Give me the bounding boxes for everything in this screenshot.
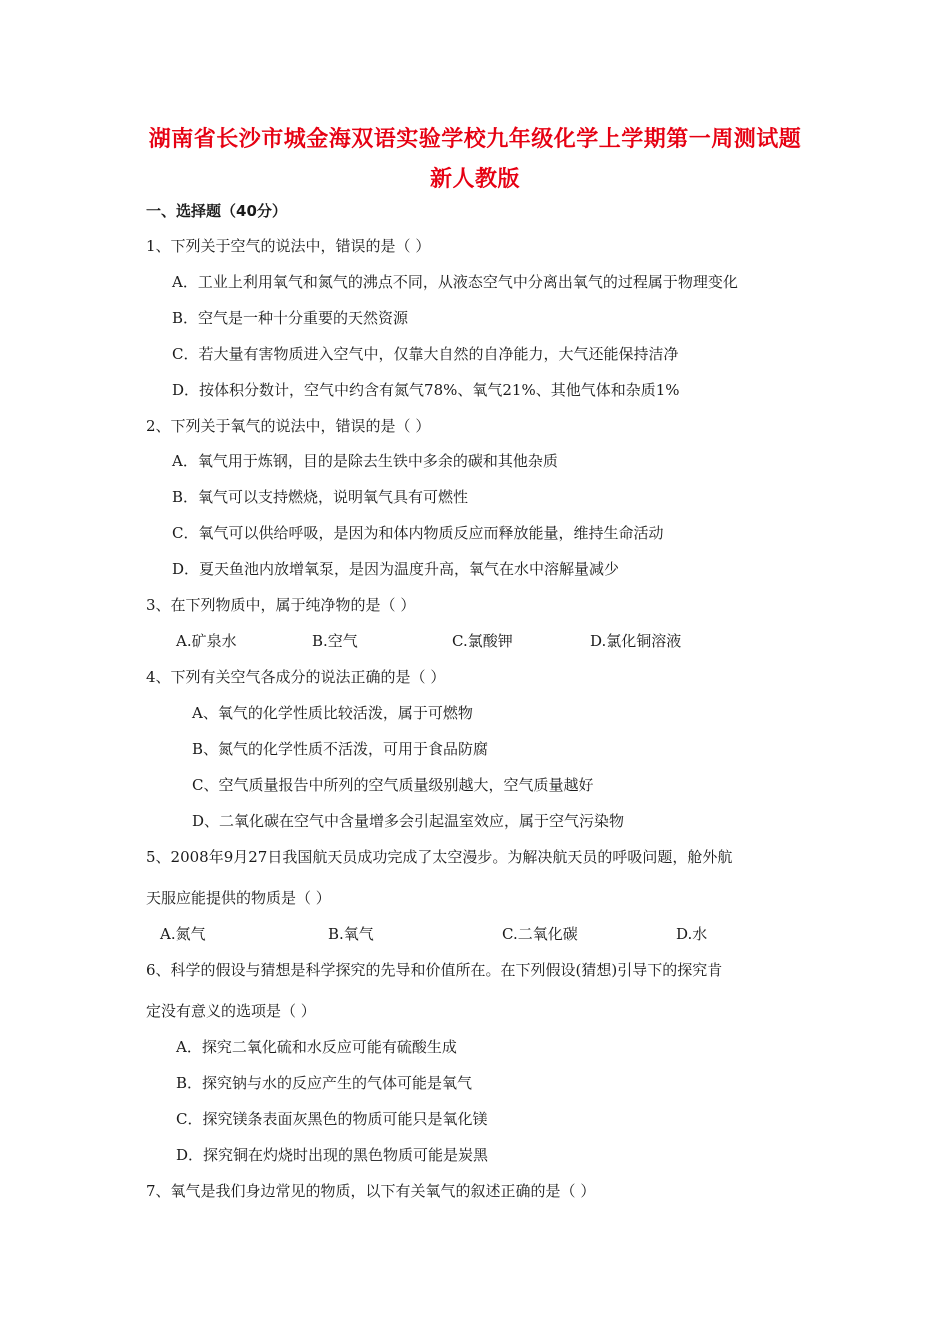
q3-option-c: C.氯酸钾 (452, 632, 513, 650)
q3-option-b: B.空气 (312, 632, 358, 650)
q6-option-d: D．探究铜在灼烧时出现的黑色物质可能是炭黑 (176, 1146, 489, 1164)
q1-option-d: D．按体积分数计，空气中约含有氮气78%、氧气21%、其他气体和杂质1% (172, 381, 680, 399)
document-title-line2: 新人教版 (429, 167, 520, 192)
q3-stem: 3、在下列物质中，属于纯净物的是（ ） (146, 596, 416, 614)
q3-option-d: D.氯化铜溶液 (590, 632, 682, 650)
q6-option-c: C．探究镁条表面灰黑色的物质可能只是氧化镁 (176, 1110, 488, 1128)
q4-stem: 4、下列有关空气各成分的说法正确的是（ ） (146, 668, 446, 686)
document-title-line1: 湖南省长沙市城金海双语实验学校九年级化学上学期第一周测试题 (148, 127, 802, 152)
q1-stem: 1、下列关于空气的说法中，错误的是（ ） (146, 237, 431, 255)
q6-option-a: A．探究二氧化硫和水反应可能有硫酸生成 (176, 1038, 457, 1056)
q7-stem: 7、氧气是我们身边常见的物质，以下有关氧气的叙述正确的是（ ） (146, 1182, 596, 1200)
q1-option-c: C．若大量有害物质进入空气中，仅靠大自然的自净能力，大气还能保持洁净 (172, 345, 679, 363)
q5-option-a: A.氮气 (160, 925, 206, 943)
q5-stem-line2: 天服应能提供的物质是（ ） (146, 889, 331, 907)
q5-stem-line1: 5、2008年9月27日我国航天员成功完成了太空漫步。为解决航天员的呼吸问题，舱外航 (146, 848, 733, 866)
q6-stem-line1: 6、科学的假设与猜想是科学探究的先导和价值所在。在下列假设(猜想)引导下的探究肯 (146, 961, 723, 979)
q1-option-a: A．工业上利用氧气和氮气的沸点不同，从液态空气中分离出氧气的过程属于物理变化 (172, 273, 738, 291)
q2-stem: 2、下列关于氧气的说法中，错误的是（ ） (146, 417, 431, 435)
q6-option-b: B．探究钠与水的反应产生的气体可能是氧气 (176, 1074, 473, 1092)
q1-option-b: B．空气是一种十分重要的天然资源 (172, 309, 409, 327)
q2-option-d: D．夏天鱼池内放增氧泵，是因为温度升高，氧气在水中溶解量减少 (172, 560, 620, 578)
q2-option-c: C．氧气可以供给呼吸，是因为和体内物质反应而释放能量，维持生命活动 (172, 524, 664, 542)
q3-option-a: A.矿泉水 (176, 632, 237, 650)
q5-option-d: D.水 (676, 925, 708, 943)
q2-option-b: B．氧气可以支持燃烧，说明氧气具有可燃性 (172, 488, 469, 506)
q4-option-a: A、氧气的化学性质比较活泼，属于可燃物 (192, 704, 473, 722)
q4-option-d: D、二氧化碳在空气中含量增多会引起温室效应，属于空气污染物 (192, 812, 625, 830)
q2-option-a: A．氧气用于炼钢，目的是除去生铁中多余的碳和其他杂质 (172, 452, 558, 470)
q6-stem-line2: 定没有意义的选项是（ ） (146, 1002, 316, 1020)
q4-option-c: C、空气质量报告中所列的空气质量级别越大，空气质量越好 (192, 776, 594, 794)
section-heading: 一、选择题（40分） (146, 202, 287, 220)
q5-option-b: B.氧气 (328, 925, 374, 943)
q4-option-b: B、氮气的化学性质不活泼，可用于食品防腐 (192, 740, 489, 758)
q5-option-c: C.二氧化碳 (502, 925, 578, 943)
